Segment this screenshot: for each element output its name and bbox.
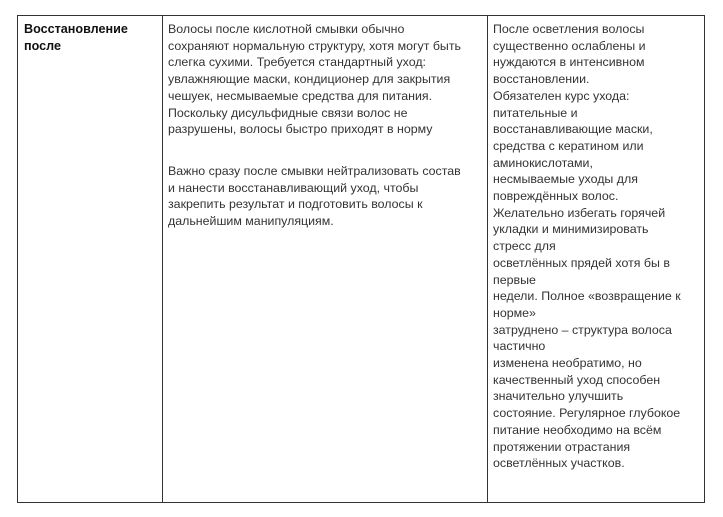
comparison-table [17, 15, 705, 503]
row-label: Восстановление после [24, 22, 128, 53]
paragraph-spacer [168, 138, 482, 163]
bleaching-cell [488, 16, 704, 502]
acid-wash-cell [163, 16, 488, 502]
acid-wash-paragraph-2: Важно сразу после смывки нейтрализовать состав и нанести восстанавливающий уход, чтобы закрепить результат и подготовить волосы к дальнейшим манипуляциям. [168, 163, 461, 229]
bleaching-text: После осветления волосы существенно ослаблены и нуждаются в интенсивном восстановлении. Обязателен курс ухода: питательные и восстанавливающие маски, средства с кератином или аминокислотами, несмываемые уходы для повреждённых волос. Желательно избегать горячей укладки и минимизировать стресс для осветлённых прядей хотя бы в первые недели. Полное «возвращение к норме» затруднено – структура волоса частично изменена необратимо, но качественный уход способен значительно улучшить состояние. Регулярное глубокое питание необходимо на всём протяжении отрастания осветлённых участков. [493, 22, 681, 471]
acid-wash-paragraph-1: Волосы после кислотной смывки обычно сохраняют нормальную структуру, хотя могут быть слегка сухими. Требуется стандартный уход: увлажняющие маски, кондиционер для закрытия чешуек, несмываемые средства для питания. Поскольку дисульфидные связи волос не разрушены, волосы быстро приходят в норму [168, 22, 461, 137]
row-label-cell [18, 16, 163, 502]
